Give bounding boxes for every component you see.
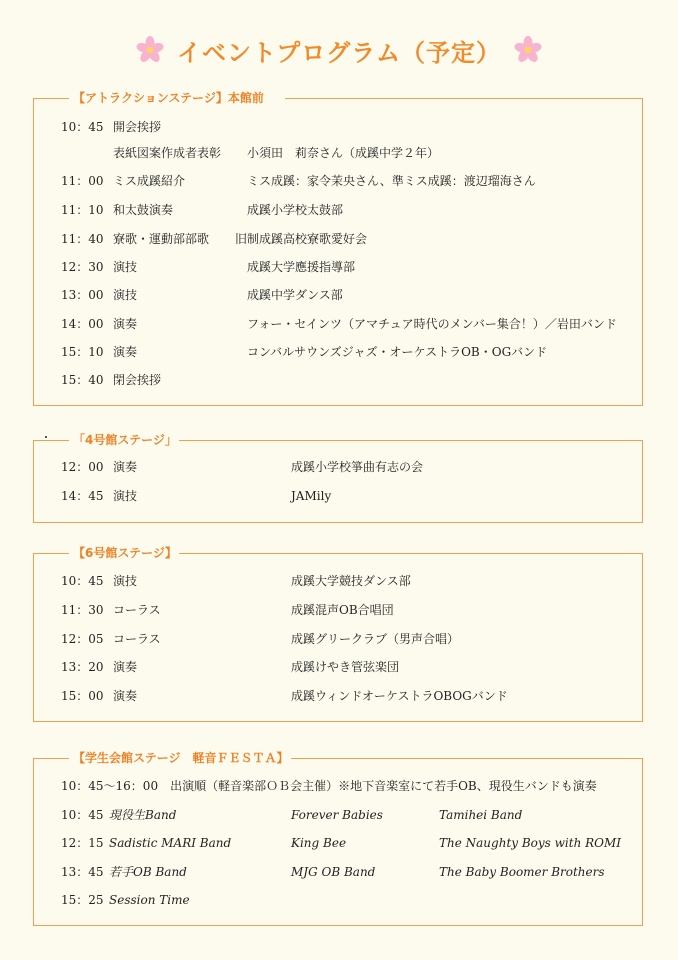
- row-name: コーラス: [113, 632, 161, 646]
- row-performer: 成蹊混声OB合唱団: [291, 603, 394, 617]
- row-time: 11：00: [61, 174, 104, 188]
- section-building4-stage: [33, 433, 643, 523]
- section-attraction-stage: [33, 91, 643, 406]
- band-name: The Naughty Boys with ROMI: [439, 836, 622, 850]
- row-name: 演奏: [113, 689, 138, 703]
- row-name: コーラス: [113, 603, 161, 617]
- row-time: 12：00: [61, 460, 104, 474]
- section-label: 【学生会館ステージ 軽音ＦＥＳＴＡ】: [73, 751, 289, 765]
- row-time: 11：10: [61, 203, 104, 217]
- band-name: Tamihei Band: [439, 808, 523, 822]
- section-box: [33, 440, 643, 523]
- band-name: King Bee: [291, 836, 347, 850]
- row-time: 13：20: [61, 660, 104, 674]
- row-performer: 成蹊小学校箏曲有志の会: [291, 460, 424, 474]
- row-time: 14：00: [61, 317, 104, 331]
- band-name: MJG OB Band: [291, 865, 376, 879]
- row-performer: 成蹊けやき管弦楽団: [291, 660, 400, 674]
- row-time: 11：30: [61, 603, 104, 617]
- row-time: 11：40: [61, 232, 104, 246]
- section-building6-stage: [33, 546, 643, 722]
- flower-right-icon: [513, 35, 543, 65]
- row-performer: 成蹊小学校太鼓部: [247, 203, 344, 217]
- row-name: 和太鼓演奏: [113, 203, 174, 217]
- row-name: 演奏: [113, 660, 138, 674]
- row-time: 10：45: [61, 808, 104, 822]
- row-time: 15：40: [61, 373, 104, 387]
- section-student-hall-stage: [33, 751, 643, 926]
- row-name: 開会挨拶: [113, 120, 162, 134]
- band-name: 若手OB Band: [109, 865, 187, 879]
- row-performer: JAMily: [291, 489, 332, 503]
- row-time: 13：45: [61, 865, 104, 879]
- row-name: 演奏: [113, 317, 138, 331]
- row-name: 寮歌・運動部部歌: [113, 232, 210, 246]
- row-name: ミス成蹊紹介: [113, 174, 186, 188]
- band-name: Forever Babies: [291, 808, 383, 822]
- row-name: 演技: [113, 574, 138, 588]
- row-time: 10：45: [61, 574, 104, 588]
- row-time: 10：45: [61, 120, 104, 134]
- row-performer: 成蹊大学應援指導部: [247, 260, 356, 274]
- row-name: 演技: [113, 288, 138, 302]
- row-time: 15：10: [61, 345, 104, 359]
- row-name: 閉会挨拶: [113, 373, 162, 387]
- row-time: 13：00: [61, 288, 104, 302]
- row-time: 12：15: [61, 836, 104, 850]
- row-performer: 成蹊グリークラブ（男声合唱）: [291, 632, 460, 646]
- section-intro: 10：45～16：00 出演順（軽音楽部ＯＢ会主催）※地下音楽室にて若手OB、現役生バンドも演奏: [61, 779, 597, 793]
- row-time: 12：05: [61, 632, 104, 646]
- title-row: [0, 30, 678, 70]
- section-label: 「4号館ステージ」: [73, 433, 177, 447]
- section-label: 【アトラクションステージ】本館前: [73, 91, 264, 105]
- band-name: The Baby Boomer Brothers: [439, 865, 605, 879]
- row-name: 演技: [113, 260, 138, 274]
- row-time: 14：45: [61, 489, 104, 503]
- row-performer: コンバルサウンズジャズ・オーケストラOB・OGバンド: [247, 345, 548, 359]
- row-name: 演技: [113, 489, 138, 503]
- section-label: 【6号館ステージ】: [73, 546, 177, 560]
- band-name: 現役生Band: [109, 808, 177, 822]
- row-performer: 小須田 莉奈さん（成蹊中学２年）: [247, 146, 440, 160]
- band-name: Session Time: [109, 893, 190, 907]
- row-performer: フォー・セインツ（アマチュア時代のメンバー集合！）／岩田バンド: [247, 317, 617, 331]
- row-time: 15：00: [61, 689, 104, 703]
- row-time: 15：25: [61, 893, 104, 907]
- row-performer: 旧制成蹊高校寮歌愛好会: [235, 232, 368, 246]
- row-time: 12：30: [61, 260, 104, 274]
- band-name: Sadistic MARI Band: [109, 836, 232, 850]
- flower-left-icon: [135, 35, 165, 65]
- page-title: イベントプログラム（予定）: [176, 38, 502, 67]
- row-performer: 成蹊中学ダンス部: [247, 288, 343, 302]
- row-name: 表紙図案作成者表彰: [113, 146, 222, 160]
- row-name: 演奏: [113, 345, 138, 359]
- row-performer: 成蹊大学競技ダンス部: [291, 574, 411, 588]
- row-performer: 成蹊ウィンドオーケストラOBOGバンド: [291, 689, 508, 703]
- row-name: 演奏: [113, 460, 138, 474]
- row-performer: ミス成蹊：家令茉央さん、準ミス成蹊：渡辺瑠海さん: [247, 174, 536, 188]
